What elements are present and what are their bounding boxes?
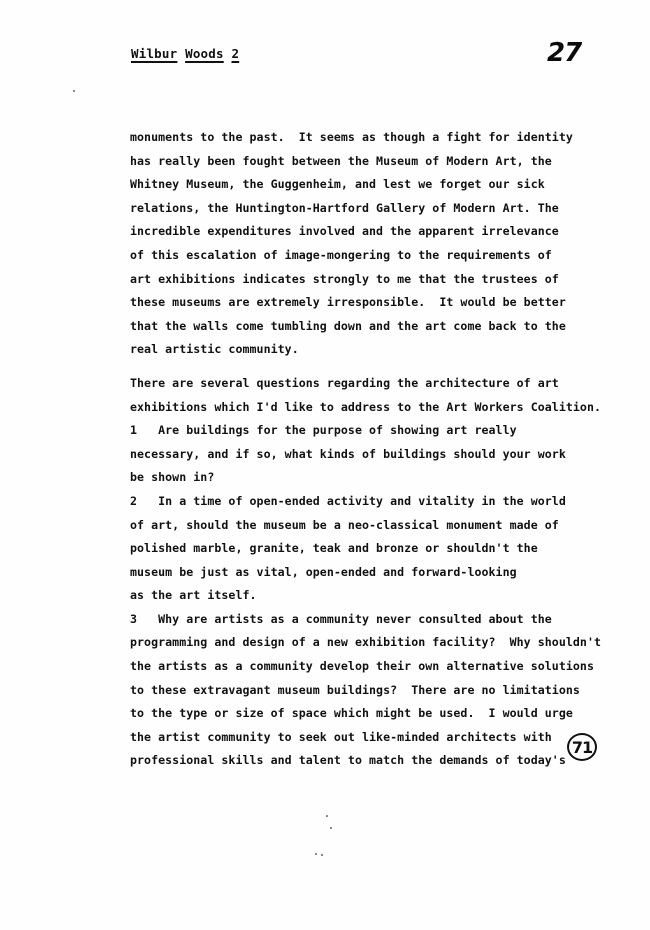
scan-speck — [73, 90, 75, 92]
question-3-line: 3 Why are artists as a community never consulted about the — [130, 611, 552, 626]
document-body — [130, 126, 630, 773]
circled-annotation: 71 — [567, 733, 597, 761]
text-line: as the art itself. — [130, 588, 257, 603]
text-line: monuments to the past. It seems as though a fight for identity — [130, 130, 573, 144]
text-line: these museums are extremely irresponsible. It would be better — [130, 295, 566, 310]
scan-speck — [321, 854, 323, 856]
text-line: programming and design of a new exhibition facility? Why shouldn't — [130, 635, 602, 650]
text-line: museum be just as vital, open-ended and forward-looking — [130, 564, 517, 579]
text-line: that the walls come tumbling down and the art come back to the — [130, 318, 566, 333]
paragraph-gap — [130, 362, 630, 372]
text-line: incredible expenditures involved and the apparent irrelevance — [130, 224, 559, 239]
text-line: professional skills and talent to match the demands of today's — [130, 753, 566, 768]
text-line: to the type or size of space which might be used. I would urge — [130, 706, 573, 721]
scan-speck — [326, 815, 328, 817]
text-line: to these extravagant museum buildings? There are no limitations — [130, 682, 580, 697]
text-line: exhibitions which I'd like to address to the Art Workers Coalition. — [130, 399, 602, 414]
question-1-line: 1 Are buildings for the purpose of showing art really — [130, 423, 517, 438]
scan-speck — [330, 827, 332, 829]
text-line: of this escalation of image-mongering to the requirements of — [130, 247, 552, 262]
header-author: Wilbur — [131, 46, 178, 61]
handwritten-page-number: 27 — [547, 38, 582, 68]
scan-speck — [315, 853, 317, 855]
paragraph-1 — [130, 126, 630, 362]
text-line: has really been fought between the Museum of Modern Art, the — [130, 153, 552, 168]
text-line: polished marble, granite, teak and bronze or shouldn't the — [130, 541, 538, 556]
text-line: be shown in? — [130, 470, 215, 485]
text-line: of art, should the museum be a neo-classical monument made of — [130, 517, 559, 532]
text-line: necessary, and if so, what kinds of buildings should your work — [130, 446, 566, 461]
header-surname: Woods — [185, 46, 224, 61]
text-line: Whitney Museum, the Guggenheim, and lest we forget our sick — [130, 177, 545, 192]
paragraph-2 — [130, 372, 630, 773]
text-line: relations, the Huntington-Hartford Gallery of Modern Art. The — [130, 200, 559, 215]
text-line: the artist community to seek out like-minded architects with — [130, 729, 552, 744]
text-line: art exhibitions indicates strongly to me that the trustees of — [130, 271, 559, 286]
text-line: There are several questions regarding the architecture of art — [130, 375, 559, 390]
text-line: real artistic community. — [130, 342, 299, 357]
page-header — [131, 46, 239, 61]
header-page-ref: 2 — [231, 46, 240, 61]
text-line: the artists as a community develop their own alternative solutions — [130, 659, 594, 674]
question-2-line: 2 In a time of open-ended activity and vitality in the world — [130, 493, 566, 508]
